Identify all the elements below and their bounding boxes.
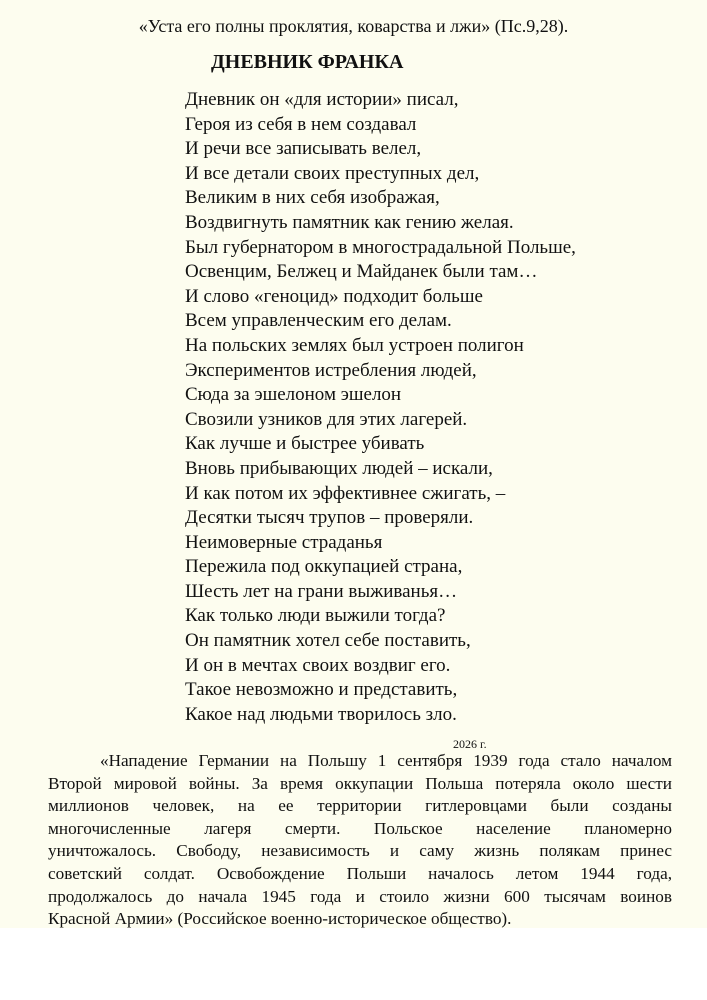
poem-line: Вновь прибывающих людей – искали, [185,457,493,479]
poem-line: Такое невозможно и представить, [185,679,458,701]
poem-line: Как лучше и быстрее убивать [185,433,425,455]
poem-line: Освенцим, Белжец и Майданек были там… [185,261,538,283]
poem-line: И слово «геноцид» подходит больше [185,285,483,307]
paragraph-line: миллионов человек, на ее территории гитлеровцами были созданы [48,796,672,816]
poem-line: На польских землях был устроен полигон [185,334,524,356]
poem-line: Воздвигнуть памятник как гению желая. [185,211,514,233]
poem-line: Экспериментов истребления людей, [185,359,477,381]
poem-date: 2026 г. [453,737,487,751]
poem-line: Шесть лет на грани выживанья… [185,580,458,602]
paragraph-line: многочисленные лагеря смерти. Польское население планомерно [48,818,672,838]
poem-line: Был губернатором в многострадальной Польше, [185,236,576,258]
poem-line: Какое над людьми творилось зло. [185,703,457,725]
poem [185,88,576,727]
paragraph-line: уничтожалось. Свободу, независимость и саму жизнь полякам принес [48,841,672,861]
poem-line: Как только люди выжили тогда? [185,605,446,627]
quote-paragraph [48,750,672,931]
poem-line: Великим в них себя изображая, [185,187,440,209]
poem-line: И он в мечтах своих воздвиг его. [185,654,451,676]
poem-line: Героя из себя в нем создавал [185,113,417,135]
poem-line: И речи все записывать велел, [185,138,422,160]
poem-title: ДНЕВНИК ФРАНКА [211,51,404,73]
poem-line: И все детали своих преступных дел, [185,162,480,184]
paragraph-line: Красной Армии» (Российское военно-историческое общество). [48,909,512,929]
poem-line: Пережила под оккупацией страна, [185,556,463,578]
poem-line: Неимоверные страданья [185,531,383,553]
paragraph-line: «Нападение Германии на Польшу 1 сентября 1939 года стало началом [100,751,672,770]
poem-line: Десятки тысяч трупов – проверяли. [185,507,474,529]
paragraph-line: продолжалось до начала 1945 года и стоило жизни 600 тысячам воинов [48,886,672,906]
paragraph-line: Второй мировой войны. За время оккупации Польша потеряла около шести [48,773,672,793]
poem-line: И как потом их эффективнее сжигать, – [185,482,506,504]
poem-line: Свозили узников для этих лагерей. [185,408,468,430]
poem-line: Сюда за эшелоном эшелон [185,384,402,406]
poem-line: Всем управленческим его делам. [185,310,452,332]
paragraph-line: советский солдат. Освобождение Польши началось летом 1944 года, [48,863,672,883]
poem-line: Дневник он «для истории» писал, [185,89,459,110]
epigraph: «Уста его полны проклятия, коварства и лжи» (Пс.9,28). [138,16,569,36]
poem-line: Он памятник хотел себе поставить, [185,630,471,652]
